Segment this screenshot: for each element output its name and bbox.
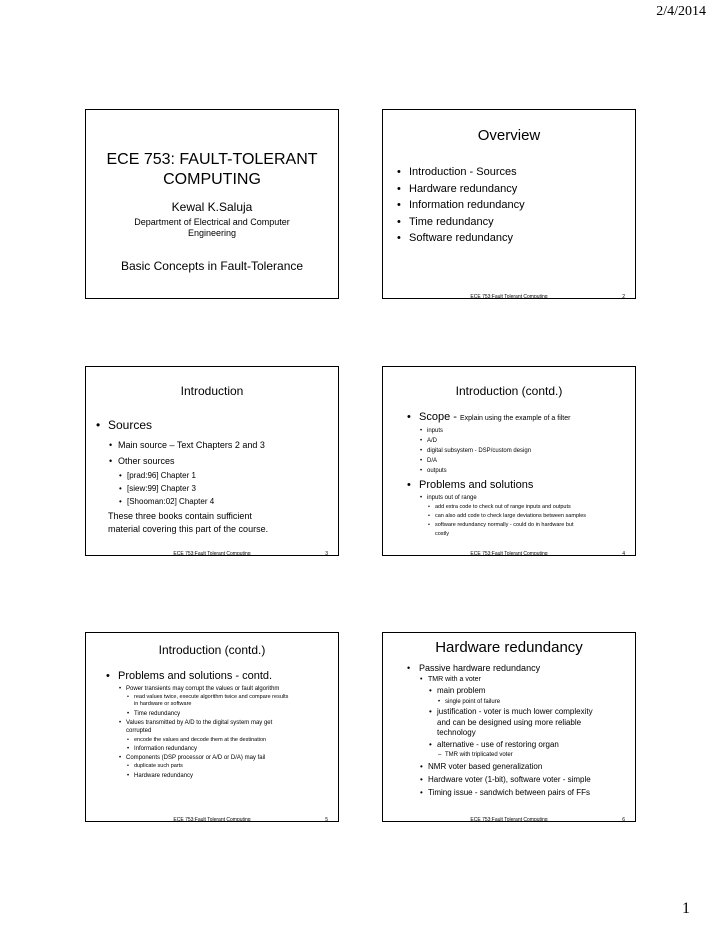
list-item: • Information redundancy xyxy=(395,197,525,214)
list-item xyxy=(428,739,631,760)
note xyxy=(94,510,334,536)
text-line: alternative - use of restoring organ xyxy=(437,739,559,749)
list-item: • Software redundancy xyxy=(395,230,525,247)
list-item xyxy=(118,754,334,782)
text-line: and can be designed using more reliable xyxy=(437,717,582,727)
text-line: Power transients may corrupt the values or fault algorithm xyxy=(126,686,280,692)
inputs-range-label: inputs out of range xyxy=(427,495,477,501)
slide-number: 5 xyxy=(325,817,328,822)
sub-list xyxy=(126,762,334,781)
section-label: Problems and solutions - contd. xyxy=(118,670,273,682)
list-item xyxy=(405,410,631,476)
sub-list xyxy=(428,685,631,760)
bullet-list xyxy=(94,417,334,508)
list-item: • add extra code to check out of range inputs and outputs xyxy=(427,503,631,512)
list-item: • Time redundancy xyxy=(395,214,525,231)
list-item: • [Shooman:02] Chapter 4 xyxy=(118,495,334,508)
bullet-list xyxy=(104,669,334,781)
sources-label: Sources xyxy=(108,418,153,432)
text-line: • software redundancy normally - could do in hardware but xyxy=(435,522,574,528)
list-item xyxy=(126,694,334,709)
footer-text: ECE 753:Fault Tolerant Computing xyxy=(173,817,251,822)
footer-text: ECE 753:Fault Tolerant Computing xyxy=(173,551,251,556)
slide-title: Introduction (contd.) xyxy=(158,643,266,657)
list-item: • [prad:96] Chapter 1 xyxy=(118,469,334,482)
bullet-list xyxy=(405,410,631,539)
title-line-1: ECE 753: FAULT-TOLERANT xyxy=(106,151,318,168)
author: Kewal K.Saluja xyxy=(171,200,253,214)
slide-3 xyxy=(85,366,339,556)
list-item xyxy=(427,521,631,539)
list-item: • Information redundancy xyxy=(126,745,334,754)
slide-number: 3 xyxy=(325,551,328,556)
text-line: costly xyxy=(435,531,450,537)
footer-text: ECE 753:Fault Tolerant Computing xyxy=(470,294,548,299)
sub-list xyxy=(437,697,631,707)
page-number: 1 xyxy=(682,900,690,917)
list-item: • Main source – Text Chapters 2 and 3 xyxy=(108,437,334,453)
text-line: in hardware or software xyxy=(134,701,192,707)
sub-list xyxy=(126,694,334,719)
note-line-1: These three books contain sufficient xyxy=(108,510,252,521)
overview-list xyxy=(395,164,525,247)
list-item xyxy=(108,453,334,508)
list-item xyxy=(104,669,334,781)
bullet-list xyxy=(405,662,631,799)
slide-title: Hardware redundancy xyxy=(435,639,583,656)
list-item xyxy=(428,685,631,707)
list-item: • encode the values and decode them at the destination xyxy=(126,736,334,745)
slide-5 xyxy=(85,632,339,822)
sub-list xyxy=(427,503,631,539)
text-line: technology xyxy=(437,728,476,737)
footer-text: ECE 753:Fault Tolerant Computing xyxy=(470,817,548,822)
department xyxy=(86,217,338,239)
text-line: • justification - voter is much lower complexity xyxy=(437,707,593,716)
subtitle: Basic Concepts in Fault-Tolerance xyxy=(120,259,304,273)
slide-number: 2 xyxy=(622,294,625,299)
slide-title: Overview xyxy=(477,127,541,144)
page-date: 2/4/2014 xyxy=(656,4,706,19)
list-item: • outputs xyxy=(419,466,631,476)
list-item: • [siew:99] Chapter 3 xyxy=(118,482,334,495)
list-item: • inputs xyxy=(419,426,631,436)
list-item: • Hardware voter (1-bit), software voter - simple xyxy=(419,773,631,786)
department-line-2: Engineering xyxy=(187,228,237,238)
list-item: • can also add code to check large deviations between samples xyxy=(427,512,631,521)
list-item: • Hardware redundancy xyxy=(126,771,334,781)
sub-list xyxy=(437,751,631,760)
slide-title: Introduction xyxy=(180,384,244,398)
scope-text: Explain using the example of a filter xyxy=(459,415,571,422)
list-item xyxy=(428,707,631,739)
slide-title xyxy=(86,150,338,190)
department-line-1: Department of Electrical and Computer xyxy=(134,217,290,227)
list-item: • NMR voter based generalization xyxy=(419,760,631,773)
text-line: • read values twice, execute algorithm twice and compare results xyxy=(134,693,289,700)
text-line: main problem xyxy=(437,686,486,695)
problems-list xyxy=(419,493,631,539)
list-item: • Time redundancy xyxy=(126,709,334,719)
list-item: • digital subsystem - DSP/custom design xyxy=(419,446,631,456)
list-item: – TMR with triplicated voter xyxy=(437,751,631,760)
list-item: • Timing issue - sandwich between pairs of FFs xyxy=(419,786,631,799)
sub-list xyxy=(108,437,334,508)
list-item: • duplicate such parts xyxy=(126,762,334,771)
reference-list xyxy=(118,469,334,508)
list-item: • single point of failure xyxy=(437,697,631,707)
list-item xyxy=(94,417,334,508)
other-sources-label: Other sources xyxy=(118,455,175,466)
list-item: • D/A xyxy=(419,456,631,466)
text-line: Components (DSP processor or A/D or D/A) may fail xyxy=(126,754,266,761)
text-line: corrupted xyxy=(126,728,152,734)
list-item xyxy=(419,493,631,539)
list-item: • Introduction - Sources xyxy=(395,164,525,181)
list-item xyxy=(118,719,334,754)
slide-number: 6 xyxy=(622,817,625,822)
text-line: TMR with a voter xyxy=(428,676,481,683)
title-line-2: COMPUTING xyxy=(163,171,261,188)
sub-list xyxy=(118,685,334,781)
slide-4 xyxy=(382,366,636,556)
list-item xyxy=(405,662,631,799)
sub-list xyxy=(126,736,334,754)
scope-label: Scope - xyxy=(419,411,460,423)
problems-label: Problems and solutions xyxy=(419,479,534,491)
slide-1 xyxy=(85,109,339,299)
section-label: Passive hardware redundancy xyxy=(419,663,541,673)
slide-number: 4 xyxy=(622,551,625,556)
slide-2 xyxy=(382,109,636,299)
slide-title: Introduction (contd.) xyxy=(455,384,563,398)
note-line-2: material covering this part of the course. xyxy=(108,523,269,534)
scope-list xyxy=(419,426,631,476)
slide-6 xyxy=(382,632,636,822)
list-item xyxy=(118,685,334,719)
list-item xyxy=(419,674,631,760)
sub-list xyxy=(419,674,631,799)
footer-text: ECE 753:Fault Tolerant Computing xyxy=(470,551,548,556)
list-item: • Hardware redundancy xyxy=(395,181,525,198)
list-item: • A/D xyxy=(419,436,631,446)
list-item xyxy=(405,478,631,539)
text-line: • Values transmitted by A/D to the digital system may get xyxy=(126,719,273,726)
